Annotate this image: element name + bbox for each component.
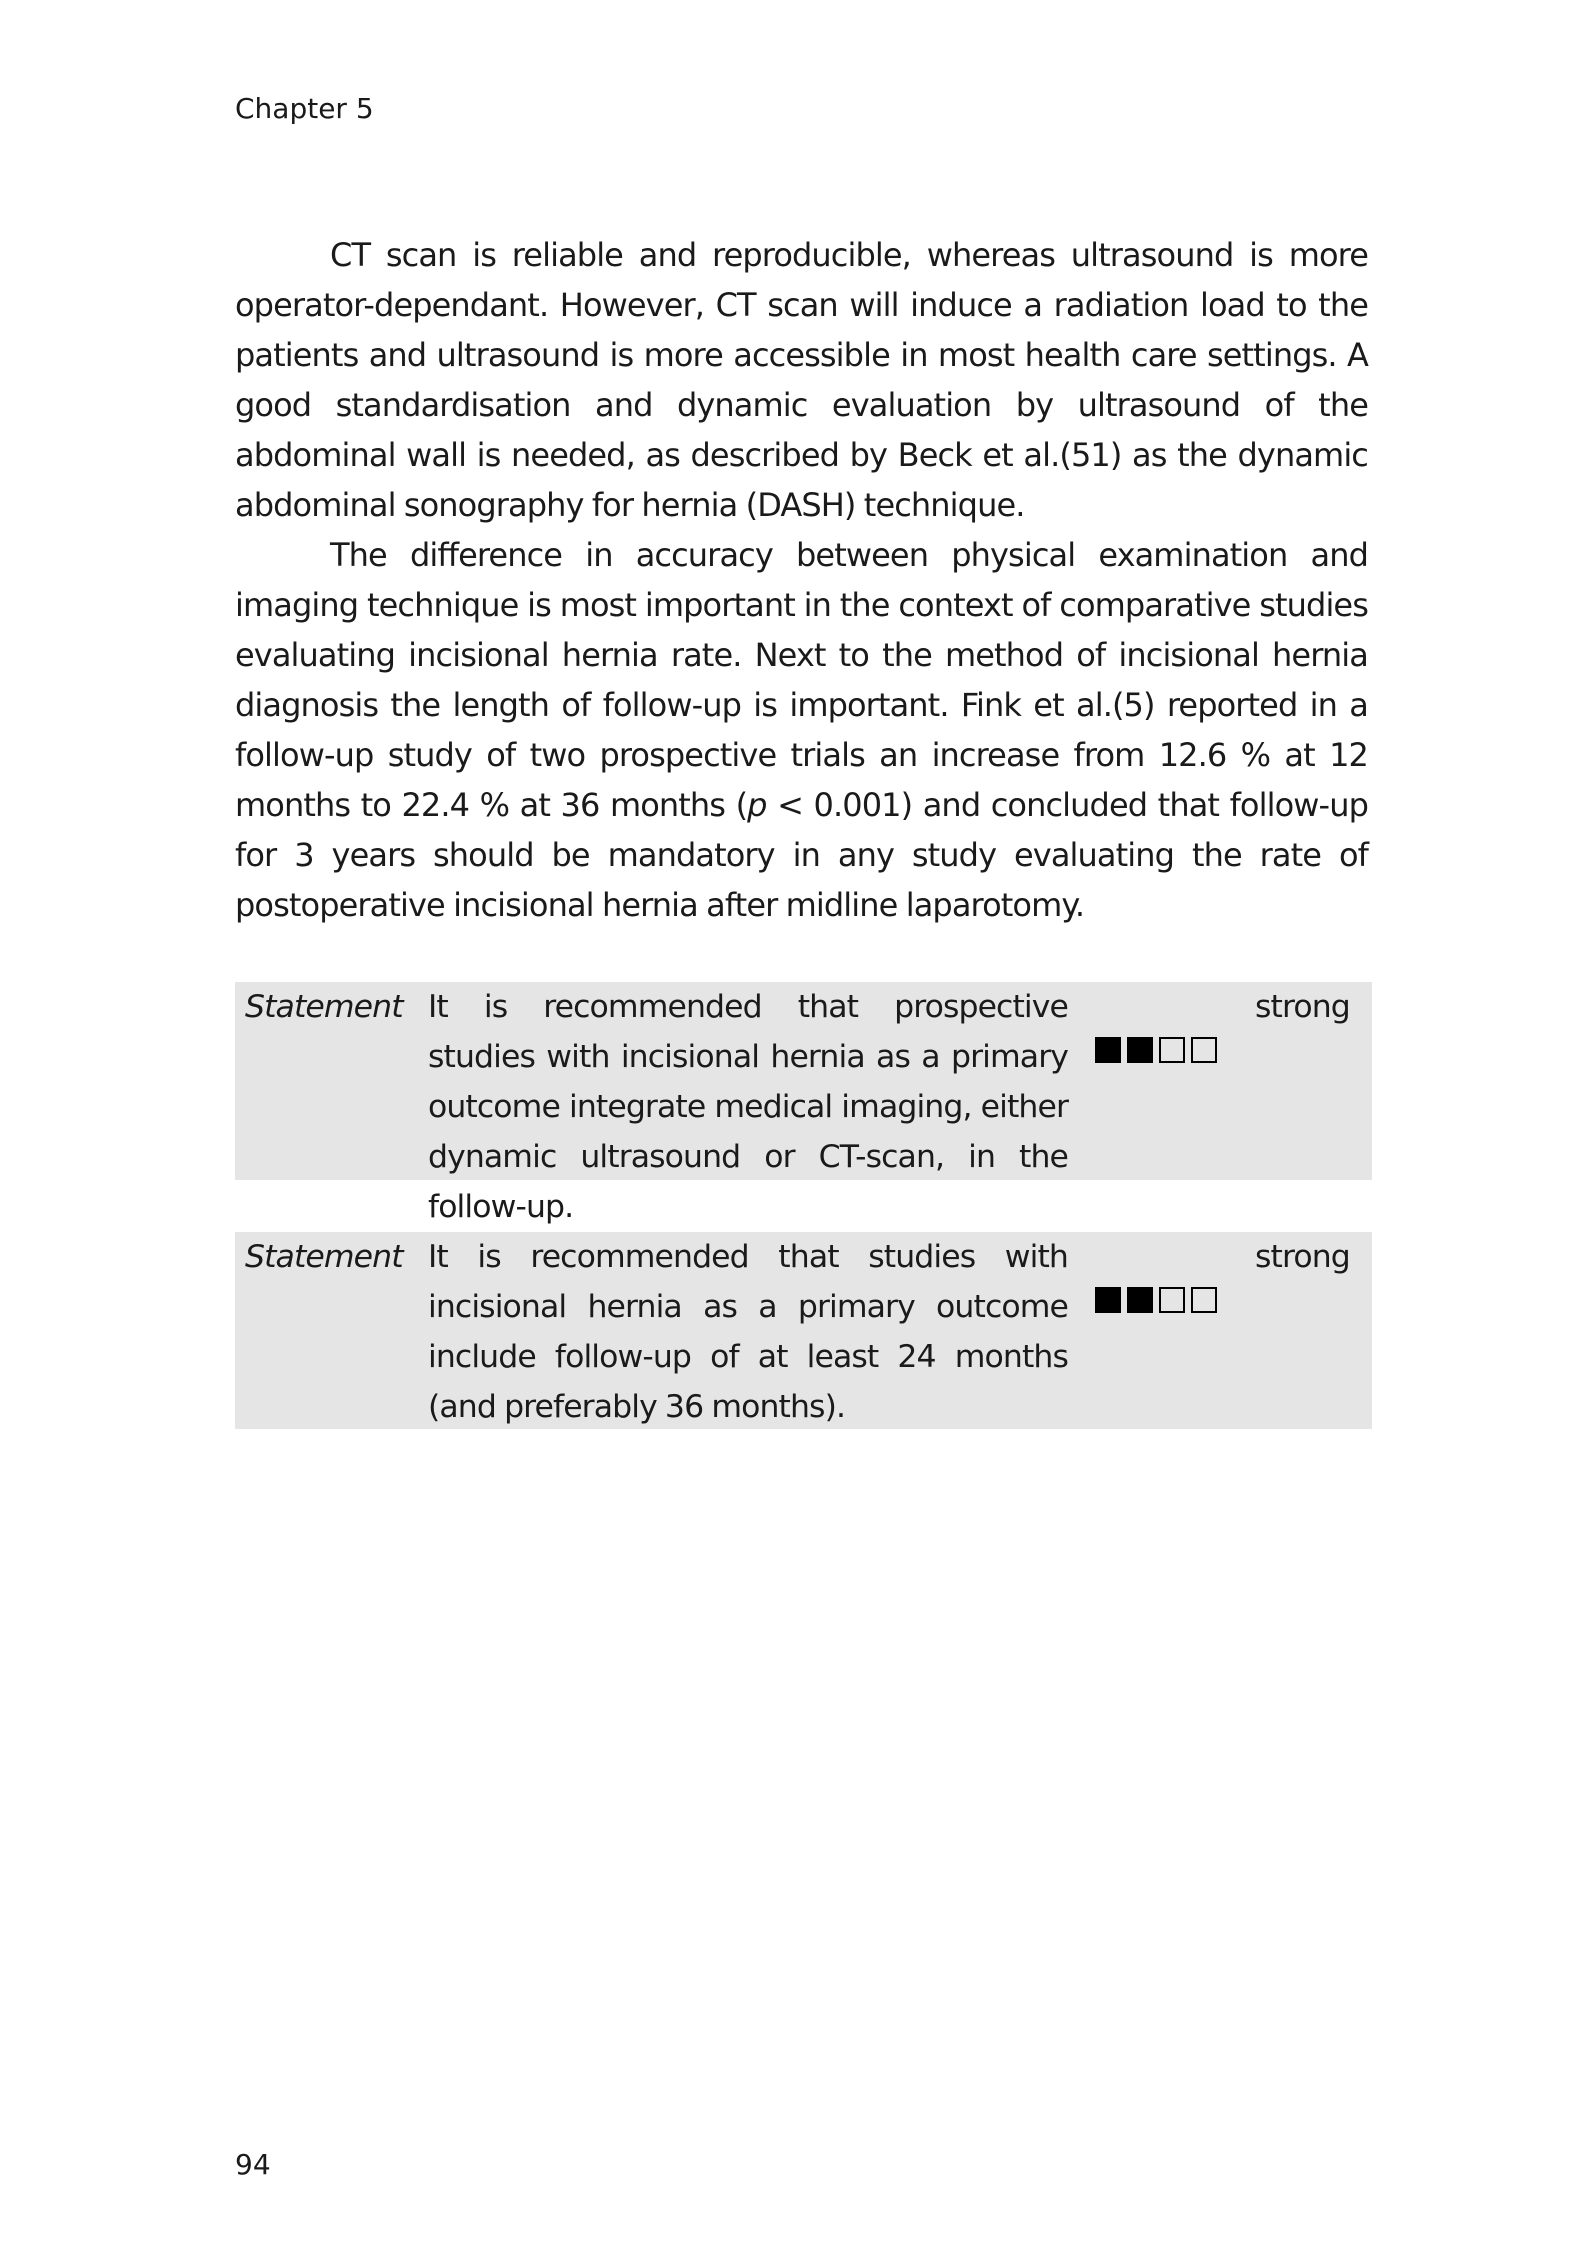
page-number: 94 <box>235 2148 271 2181</box>
recommendation-strength: strong <box>1255 989 1350 1025</box>
statement-box-2 <box>235 1232 1372 1429</box>
filled-square-icon <box>1127 1287 1153 1313</box>
filled-square-icon <box>1095 1037 1121 1063</box>
evidence-grade <box>1095 1287 1217 1313</box>
paragraph-2-before-p: The difference in accuracy between physical examination and imaging technique is most important in the context of comparative studies evaluating incisional hernia rate. Next to the method of incisional hernia diagnosis the length of follow-up is important. Fink et al.(5) reported in a follow-up study of two prospective trials an increase from 12.6 % at 12 months to 22.4 % at 36 months ( <box>235 536 1368 824</box>
empty-square-icon <box>1191 1037 1217 1063</box>
empty-square-icon <box>1159 1037 1185 1063</box>
statement-label: Statement <box>245 989 403 1025</box>
paragraph-2 <box>235 530 1368 930</box>
statement-text: It is recommended that prospective studies with incisional hernia as a primary outcome integrate medical imaging, either dynamic ultrasound or CT-scan, in the follow-up. <box>428 989 1068 1225</box>
body-text <box>235 230 1368 930</box>
statement-box-1 <box>235 982 1372 1225</box>
filled-square-icon <box>1127 1037 1153 1063</box>
filled-square-icon <box>1095 1287 1121 1313</box>
statement-label: Statement <box>245 1239 403 1275</box>
empty-square-icon <box>1159 1287 1185 1313</box>
paragraph-1: CT scan is reliable and reproducible, whereas ultrasound is more operator-dependant. However, CT scan will induce a radiation load to the patients and ultrasound is more accessible in most health care settings. A good standardisation and dynamic evaluation by ultrasound of the abdominal wall is needed, as described by Beck et al.(51) as the dynamic abdominal sonography for hernia (DASH) technique. <box>235 236 1368 524</box>
p-value-symbol: p <box>747 786 767 824</box>
evidence-grade <box>1095 1037 1217 1063</box>
recommendation-strength: strong <box>1255 1239 1350 1275</box>
statement-text: It is recommended that studies with incisional hernia as a primary outcome include follow-up of at least 24 months (and preferably 36 months). <box>428 1239 1068 1425</box>
empty-square-icon <box>1191 1287 1217 1313</box>
running-head: Chapter 5 <box>235 92 374 125</box>
paragraph-2-after-p: < 0.001) and concluded that follow-up for 3 years should be mandatory in any study evaluating the rate of postoperative incisional hernia after midline laparotomy. <box>235 786 1368 924</box>
